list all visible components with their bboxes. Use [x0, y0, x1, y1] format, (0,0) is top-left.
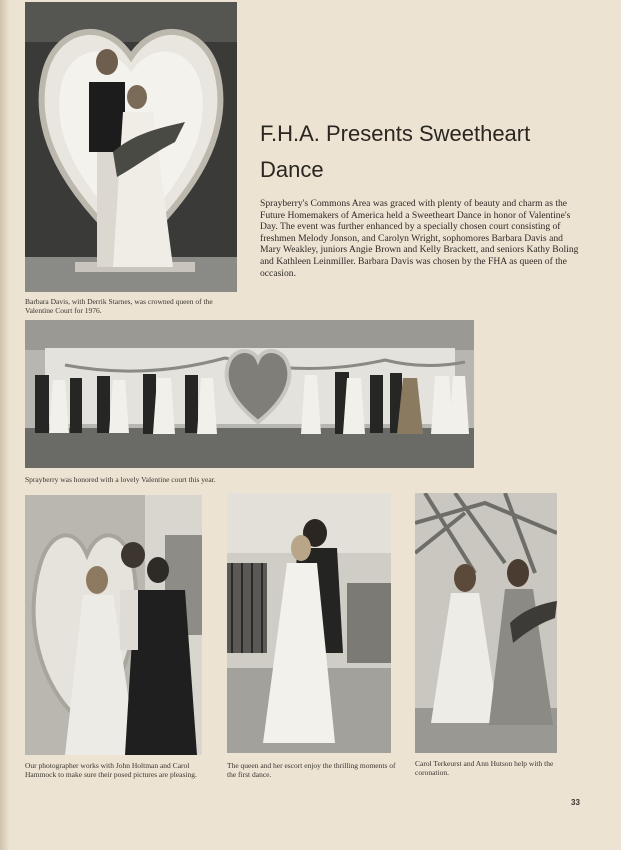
- photo-queen-crowning: [25, 2, 237, 292]
- page-binding-edge: [0, 0, 10, 850]
- article-body: Sprayberry's Commons Area was graced with plenty of beauty and charm as the Future Homemakers of America held a Sweetheart Dance in honor of Valentine's Day. The event was further enhanced by a specially chosen court consisting of freshmen Melody Jonson, and Carolyn Wright, sophomores Barbara Davis and Mary Weakley, juniors Angie Brown and Kelly Brackett, and seniors Kathy Boling and Kathleen Leinmiller. Barbara Davis was chosen by the FHA as queen of the occasion.: [260, 198, 579, 279]
- caption-queen-crowning: Barbara Davis, with Derrik Starnes, was crowned queen of the Valentine Court for 1976.: [25, 297, 213, 315]
- caption-coronation-helpers: Carol Terkeurst and Ann Hutson help with the coronation.: [415, 759, 554, 777]
- photo-valentine-court: [25, 320, 474, 468]
- caption-first-dance: The queen and her escort enjoy the thrilling moments of the first dance.: [227, 761, 396, 779]
- article-title-line-1: F.H.A. Presents Sweetheart: [260, 121, 531, 146]
- page-number: 33: [571, 798, 580, 807]
- photo-first-dance: [227, 493, 391, 753]
- article-title: [260, 116, 600, 188]
- caption-photographer-posing: Our photographer works with John Holtman and Carol Hammock to make sure their posed pictures are pleasing.: [25, 761, 197, 779]
- article-title-line-2: Dance: [260, 157, 324, 182]
- caption-valentine-court: Sprayberry was honored with a lovely Valentine court this year.: [25, 475, 216, 484]
- photo-coronation-helpers: [415, 493, 557, 753]
- photo-photographer-posing: [25, 495, 202, 755]
